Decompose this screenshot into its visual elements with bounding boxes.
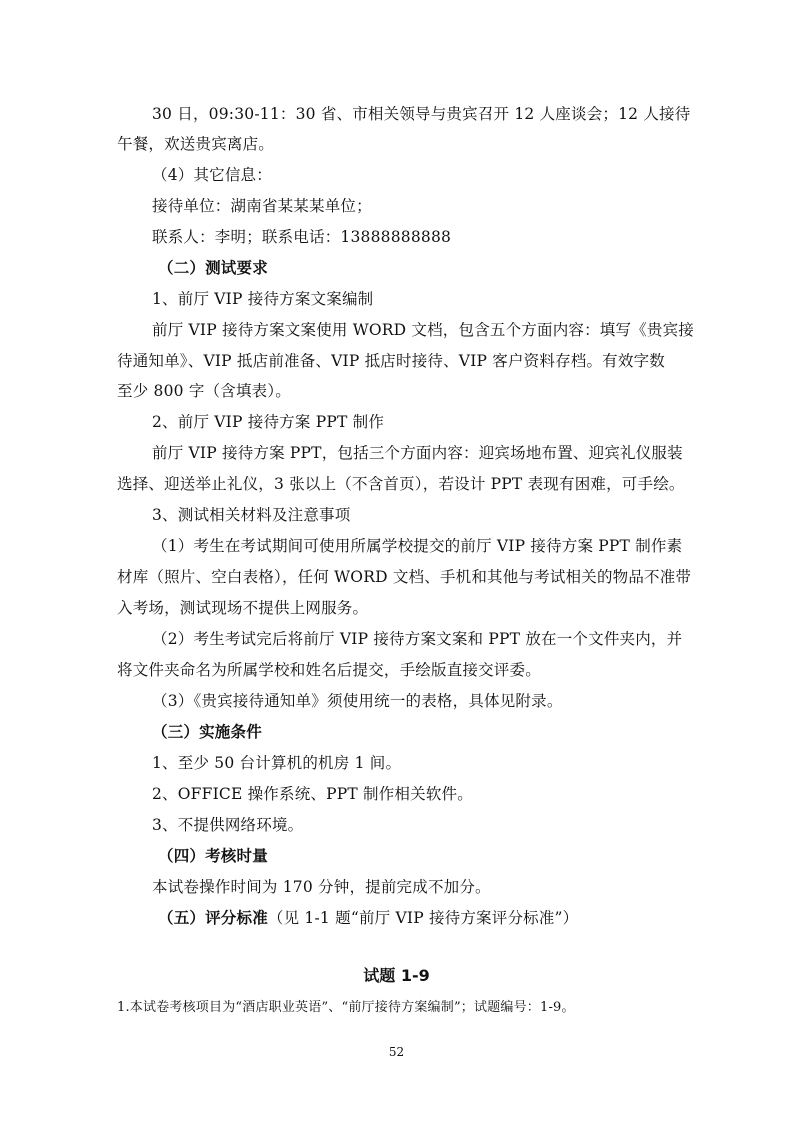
- paragraph-line: 将文件夹命名为所属学校和姓名后提交，手绘版直接交评委。: [117, 661, 541, 679]
- section-heading-test-requirements: （二）测试要求: [158, 259, 268, 277]
- section-heading-time: （四）考核时量: [158, 847, 268, 865]
- subheading-item: 3、测试相关材料及注意事项: [152, 506, 351, 524]
- scoring-heading-reference: （见 1-1 题“前厅 VIP 接待方案评分标准”）: [267, 909, 579, 927]
- paragraph-line: 选择、迎送举止礼仪，3 张以上（不含首页），若设计 PPT 表现有困难，可手绘。: [117, 475, 685, 493]
- paragraph-line: 入考场，测试现场不提供上网服务。: [117, 599, 369, 617]
- paragraph-line: 本试卷操作时间为 170 分钟，提前完成不加分。: [152, 878, 491, 896]
- section-heading-conditions: （三）实施条件: [152, 723, 262, 741]
- paragraph-line: 联系人：李明；联系电话：13888888888: [152, 228, 452, 246]
- paragraph-line: （3）《贵宾接待通知单》须使用统一的表格，具体见附录。: [152, 692, 563, 710]
- subheading-other-info: （4）其它信息：: [152, 166, 272, 184]
- subheading-item: 2、前厅 VIP 接待方案 PPT 制作: [152, 413, 385, 431]
- paragraph-line: （1）考生在考试期间可使用所属学校提交的前厅 VIP 接待方案 PPT 制作素: [152, 537, 683, 555]
- paragraph-line: （2）考生考试完后将前厅 VIP 接待方案文案和 PPT 放在一个文件夹内，并: [152, 630, 683, 648]
- paragraph-line: 30 日，09:30-11：30 省、市相关领导与贵宾召开 12 人座谈会；12 人接待: [152, 105, 691, 123]
- paragraph-line: 至少 800 字（含填表）。: [117, 382, 291, 400]
- paragraph-line: 接待单位：湖南省某某某单位；: [152, 197, 372, 215]
- list-item: 2、OFFICE 操作系统、PPT 制作相关软件。: [152, 785, 473, 803]
- question-title: 试题 1-9: [363, 966, 430, 985]
- paragraph-line: 前厅 VIP 接待方案 PPT，包括三个方面内容：迎宾场地布置、迎宾礼仪服装: [152, 444, 683, 462]
- list-item: 3、不提供网络环境。: [152, 816, 304, 834]
- paragraph-line: 材库（照片、空白表格），任何 WORD 文档、手机和其他与考试相关的物品不准带: [117, 568, 692, 586]
- paragraph-line: 待通知单》、VIP 抵店前准备、VIP 抵店时接待、VIP 客户资料存档。有效字数: [117, 352, 665, 370]
- section-heading-scoring: [158, 908, 578, 928]
- paragraph-line: 午餐，欢送贵宾离店。: [117, 135, 275, 153]
- paragraph-line: 前厅 VIP 接待方案文案使用 WORD 文档，包含五个方面内容：填写《贵宾接: [152, 321, 694, 339]
- note-line: 1.本试卷考核项目为“酒店职业英语”、“前厅接待方案编制”；试题编号：1-9。: [117, 1000, 575, 1015]
- scoring-heading-label: （五）评分标准: [158, 909, 268, 927]
- list-item: 1、至少 50 台计算机的机房 1 间。: [152, 754, 402, 772]
- page-number: 52: [388, 1045, 405, 1059]
- subheading-item: 1、前厅 VIP 接待方案文案编制: [152, 290, 374, 308]
